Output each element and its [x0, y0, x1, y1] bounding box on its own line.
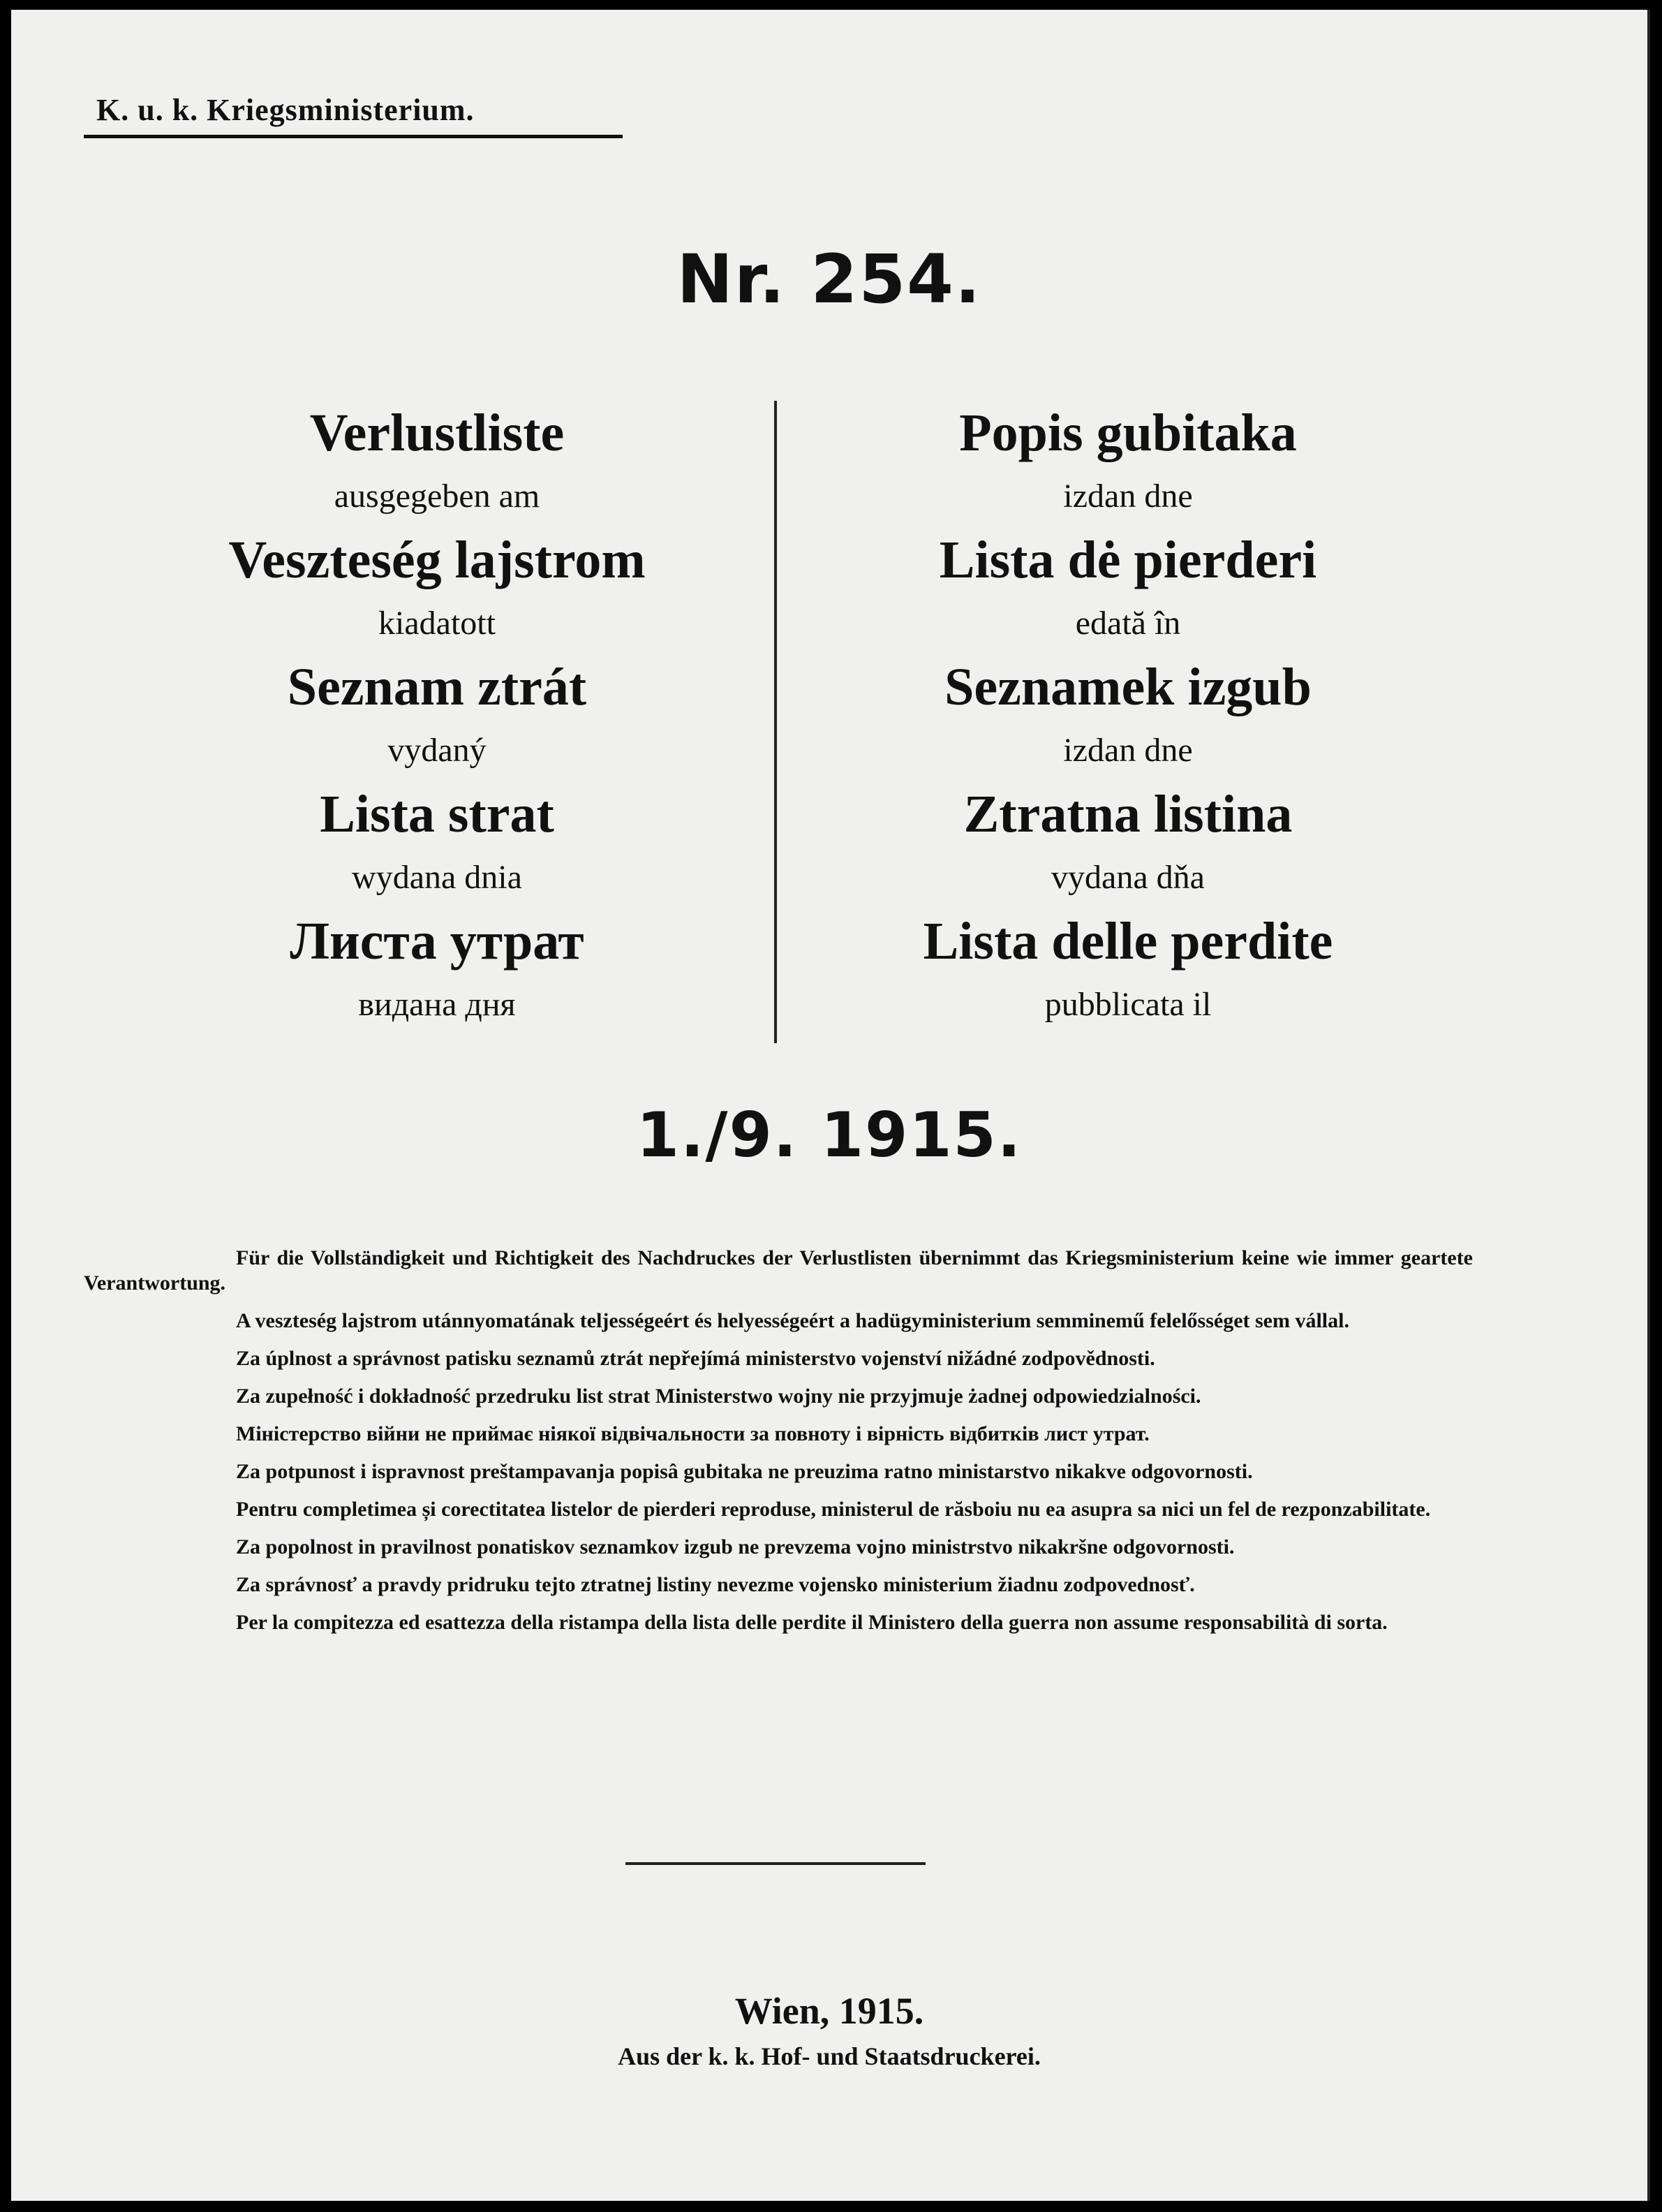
disclaimer-block — [84, 1246, 1473, 1648]
subtitle-slovenian: izdan dne — [1063, 732, 1193, 769]
disclaimer-hungarian: A veszteség lajstrom utánnyomatának teljességeért és helyességeért a hadügyministerium semminemű felelősséget sem vállal. — [236, 1309, 1349, 1332]
subtitle-romanian: edată în — [1075, 605, 1181, 642]
title-slovak: Ztratna listina — [963, 785, 1293, 843]
title-polish: Lista strat — [320, 785, 554, 843]
footer-printer: Aus der k. k. Hof- und Staatsdruckerei. — [618, 2042, 1041, 2070]
subtitle-italian: pubblicata il — [1044, 986, 1212, 1023]
title-german: Verlustliste — [309, 404, 565, 462]
disclaimer-croatian: Za potpunost i ispravnost preštampavanja popisâ gubitaka ne preuzima ratno ministarstvo nikakve odgovornosti. — [236, 1460, 1253, 1483]
document-page — [11, 10, 1650, 2201]
disclaimer-italian: Per la compitezza ed esattezza della ristampa della lista delle perdite il Ministero della guerra non assume responsabilità di sorta. — [236, 1611, 1388, 1634]
disclaimer-czech: Za úplnost a správnost patisku seznamů ztrát nepřejímá ministerstvo vojenství nižádné zodpovědnosti. — [236, 1347, 1155, 1370]
footer-city: Wien, 1915. — [734, 1990, 924, 2032]
subtitle-polish: wydana dnia — [352, 859, 522, 896]
footer-rule — [625, 1862, 926, 1865]
disclaimer-slovak: Za správnosť a pravdy pridruku tejto ztratnej listiny nevezme vojensko ministerium žiadnu zodpovednosť. — [236, 1573, 1195, 1596]
subtitle-czech: vydaný — [387, 732, 487, 769]
title-czech: Seznam ztrát — [287, 658, 587, 716]
issue-date: 1./9. 1915. — [636, 1099, 1023, 1171]
title-slovenian: Seznamek izgub — [944, 658, 1312, 716]
subtitle-slovak: vydana dňa — [1051, 859, 1205, 896]
title-hungarian: Veszteség lajstrom — [228, 531, 646, 589]
disclaimer-ukrainian: Міністерство війни не приймає ніякої відвічальности за повноту і вірність відбитків лист утрат. — [236, 1422, 1150, 1445]
disclaimer-polish: Za zupełność i dokładność przedruku list strat Ministerstwo wojny nie przyjmuje żadnej odpowiedzialności. — [236, 1385, 1201, 1408]
disclaimer-romanian: Pentru completimea și corectitatea listelor de pierderi reproduse, ministerul de răsboiu nu ea asupra sa nici un fel de rezponzabilitate. — [236, 1498, 1431, 1521]
subtitle-hungarian: kiadatott — [378, 605, 496, 642]
disclaimer-slovenian: Za popolnost in pravilnost ponatiskov seznamkov izgub ne prevzema vojno ministrstvo nikakršne odgovornosti. — [236, 1535, 1235, 1558]
list-number: Nr. 254. — [676, 240, 982, 318]
right-title-column — [807, 401, 1449, 1036]
title-ukrainian: Листа утрат — [290, 912, 584, 971]
ministry-header: K. u. k. Kriegsministerium. — [84, 92, 623, 138]
title-croatian: Popis gubitaka — [959, 404, 1297, 462]
title-italian: Lista delle perdite — [923, 912, 1333, 971]
title-romanian: Lista dė pierderi — [939, 531, 1317, 589]
subtitle-croatian: izdan dne — [1063, 478, 1193, 515]
disclaimer-german: Für die Vollständigkeit und Richtigkeit des Nachdruckes der Verlustlisten übernimmt das Kriegsministerium keine wie immer geartete Verantwortung. — [84, 1246, 1473, 1295]
subtitle-ukrainian: видана дня — [358, 986, 516, 1023]
column-divider — [774, 401, 777, 1043]
left-title-column — [116, 401, 758, 1036]
subtitle-german: ausgegeben am — [334, 478, 540, 515]
